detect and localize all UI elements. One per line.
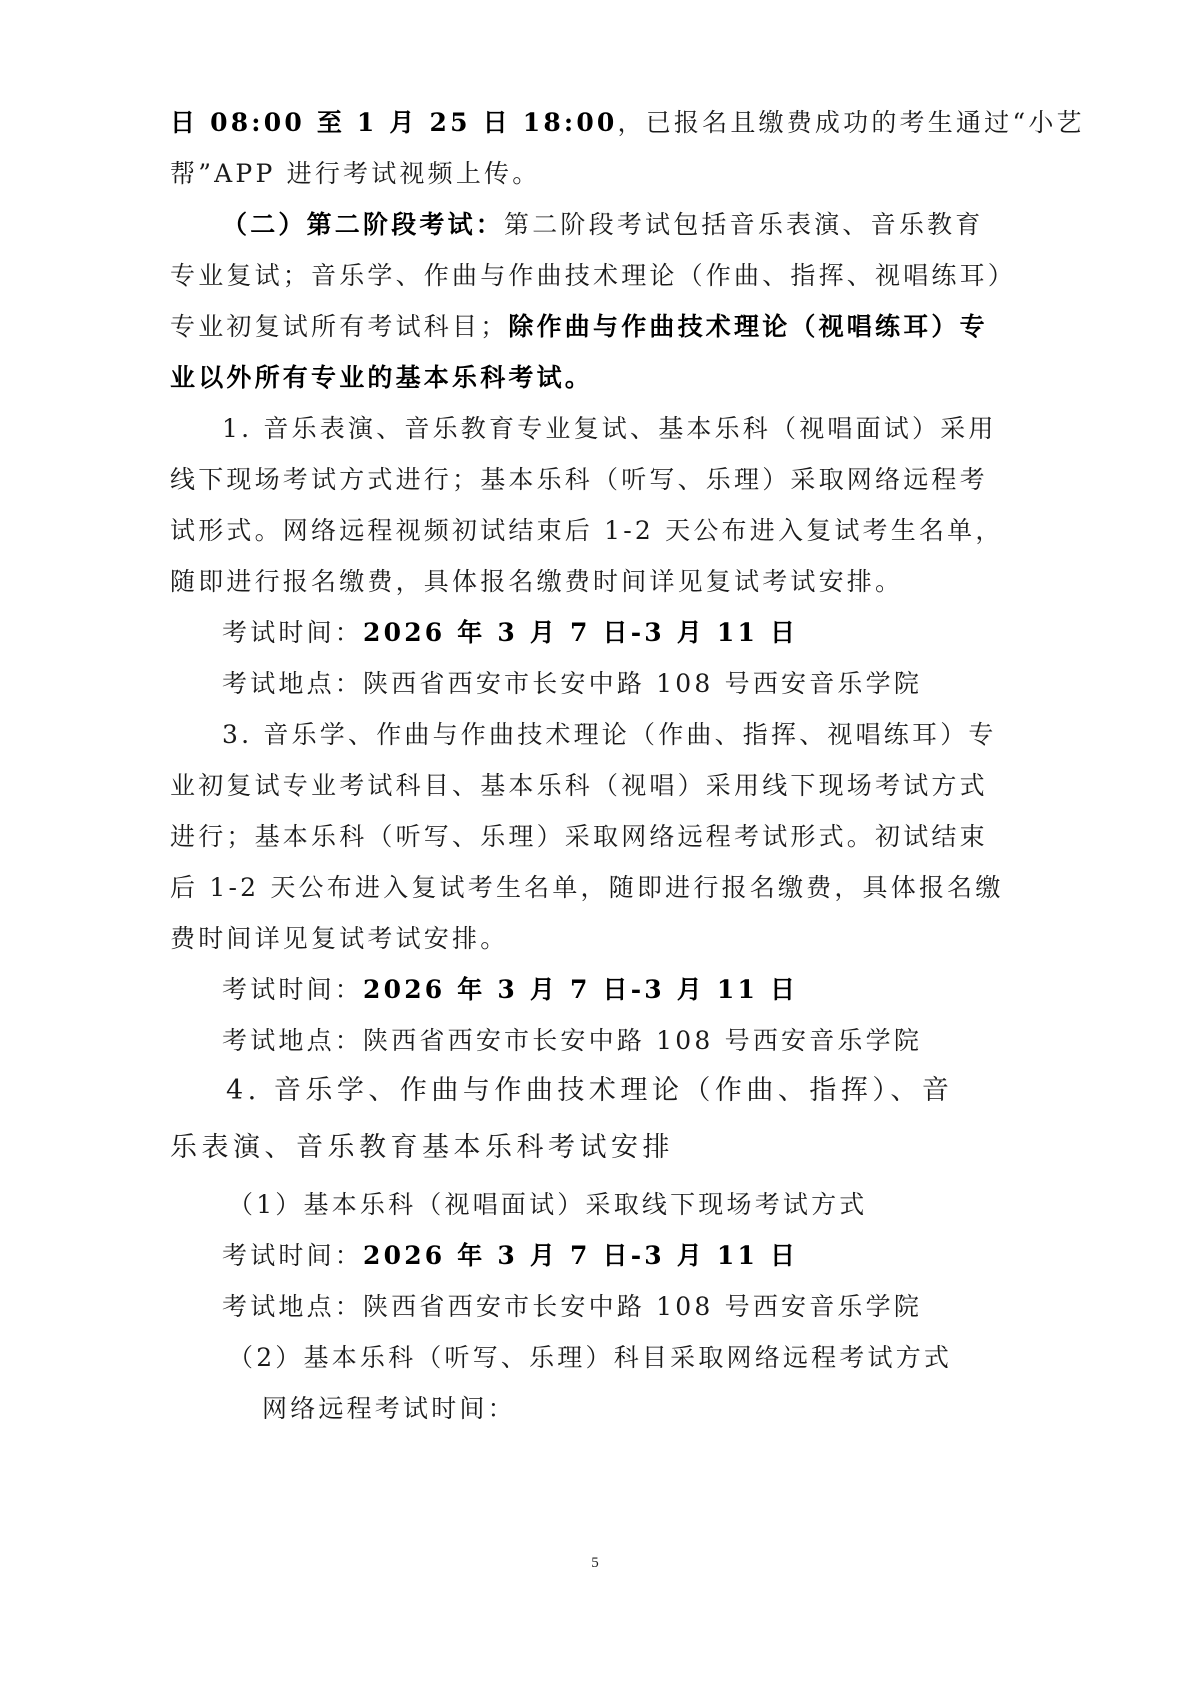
exam-place-line	[222, 1024, 1002, 1058]
exam-time-line	[222, 616, 1002, 650]
exam-place-line	[222, 1290, 1002, 1324]
exam-time-line	[222, 1239, 1002, 1273]
sub-item-1: （1）基本乐科（视唱面试）采取线下现场考试方式	[228, 1190, 868, 1219]
section-heading-line	[222, 208, 1002, 242]
item-4-heading: 4. 音乐学、作曲与作曲技术理论（作曲、指挥）、音	[226, 1075, 954, 1106]
exam-place-label: 考试地点：	[222, 1026, 364, 1055]
paragraph-line: 专业复试；音乐学、作曲与作曲技术理论（作曲、指挥、视唱练耳）	[170, 261, 1017, 290]
sub-item-2: （2）基本乐科（听写、乐理）科目采取网络远程考试方式	[228, 1343, 953, 1372]
paragraph-line: 随即进行报名缴费，具体报名缴费时间详见复试考试安排。	[170, 567, 904, 596]
exam-time-label: 考试时间：	[222, 975, 364, 1004]
exam-place-line	[222, 667, 1002, 701]
exam-time-label: 考试时间：	[222, 618, 364, 647]
paragraph-line: 后 1-2 天公布进入复试考生名单，随即进行报名缴费，具体报名缴	[170, 873, 1004, 902]
exam-place-value: 陕西省西安市长安中路 108 号西安音乐学院	[363, 1026, 923, 1055]
paragraph-line	[170, 310, 988, 344]
exam-place-label: 考试地点：	[222, 669, 364, 698]
paragraph-line: 费时间详见复试考试安排。	[170, 924, 509, 953]
exam-place-label: 考试地点：	[222, 1292, 364, 1321]
exam-time-value: 2026 年 3 月 7 日-3 月 11 日	[363, 1241, 799, 1270]
paragraph-text: 专业初复试所有考试科目；	[170, 312, 509, 341]
item-3-heading: 3. 音乐学、作曲与作曲技术理论（作曲、指挥、视唱练耳）专	[222, 720, 997, 749]
exam-time-value: 2026 年 3 月 7 日-3 月 11 日	[363, 975, 799, 1004]
paragraph-line	[170, 106, 1085, 140]
upload-deadline-highlight: 日 08:00 至 1 月 25 日 18:00	[170, 108, 618, 137]
emphasis-text: 除作曲与作曲技术理论（视唱练耳）专	[508, 312, 988, 341]
paragraph-line: 帮”APP 进行考试视频上传。	[170, 159, 541, 188]
page-number: 5	[591, 1555, 599, 1571]
paragraph-line: 进行；基本乐科（听写、乐理）采取网络远程考试形式。初试结束	[170, 822, 988, 851]
remote-exam-time-label: 网络远程考试时间：	[262, 1394, 516, 1423]
item-1-heading: 1. 音乐表演、音乐教育专业复试、基本乐科（视唱面试）采用	[222, 414, 997, 443]
paragraph-line: 乐表演、音乐教育基本乐科考试安排	[170, 1132, 674, 1163]
section-heading: （二）第二阶段考试：	[222, 210, 505, 239]
paragraph-line: 业初复试专业考试科目、基本乐科（视唱）采用线下现场考试方式	[170, 771, 988, 800]
paragraph-line: 试形式。网络远程视频初试结束后 1-2 天公布进入复试考生名单，	[170, 516, 1004, 545]
paragraph-line: 线下现场考试方式进行；基本乐科（听写、乐理）采取网络远程考	[170, 465, 988, 494]
exam-time-line	[222, 973, 1002, 1007]
exam-place-value: 陕西省西安市长安中路 108 号西安音乐学院	[363, 669, 923, 698]
exam-place-value: 陕西省西安市长安中路 108 号西安音乐学院	[363, 1292, 923, 1321]
emphasis-line: 业以外所有专业的基本乐科考试。	[170, 363, 594, 392]
paragraph-text: ，已报名且缴费成功的考生通过“小艺	[617, 108, 1085, 137]
paragraph-text: 第二阶段考试包括音乐表演、音乐教育	[504, 210, 984, 239]
exam-time-value: 2026 年 3 月 7 日-3 月 11 日	[363, 618, 799, 647]
exam-time-label: 考试时间：	[222, 1241, 364, 1270]
